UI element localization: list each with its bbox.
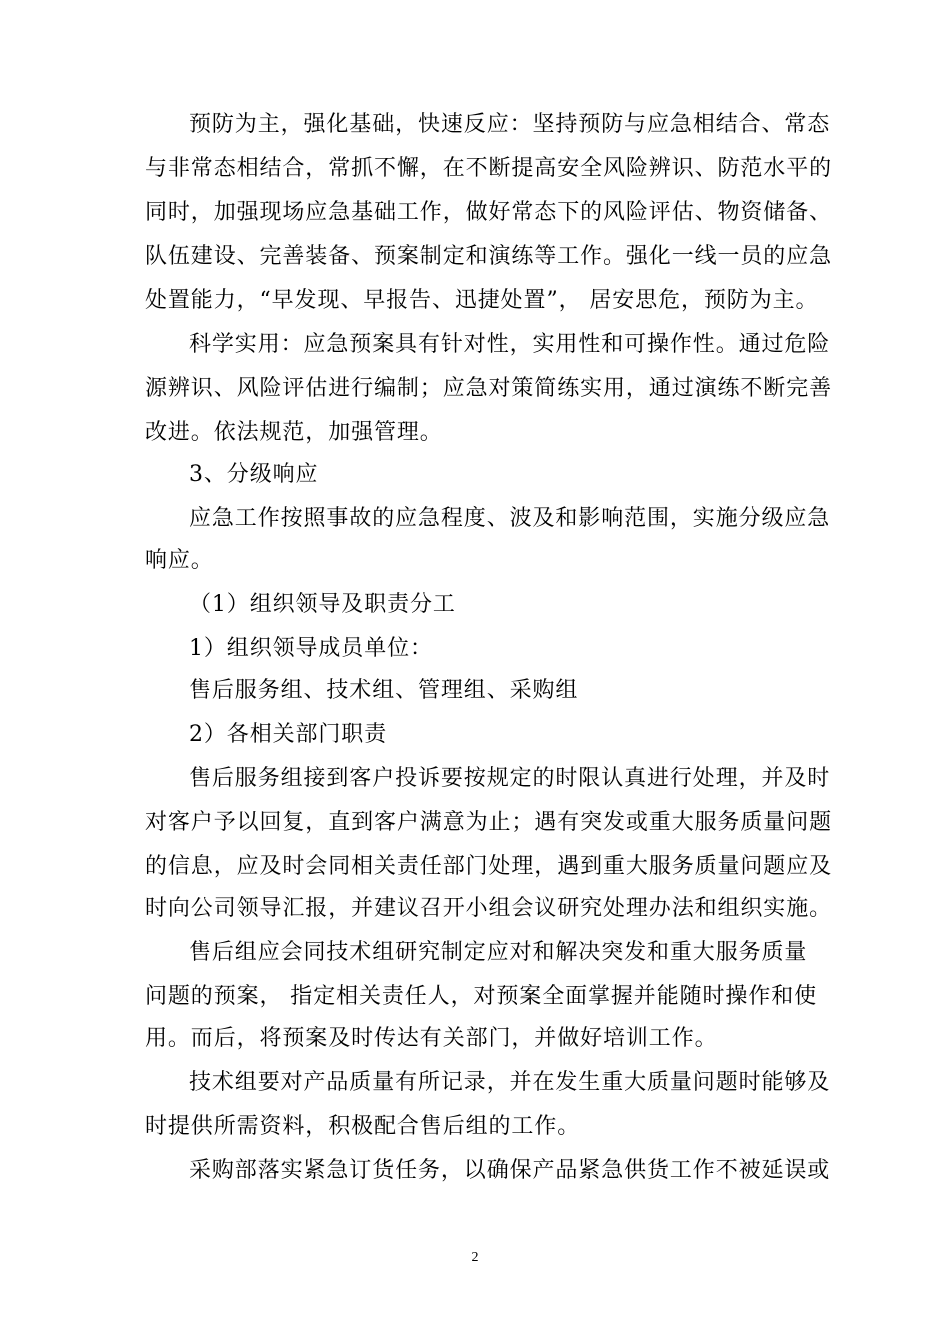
text-line: 科学实用：应急预案具有针对性，实用性和可操作性。通过危险 xyxy=(189,332,831,357)
text-line: 响应。 xyxy=(145,548,214,573)
text-line: 同时，加强现场应急基础工作，做好常态下的风险评估、物资储备、 xyxy=(145,200,833,225)
text-line: 时向公司领导汇报，并建议召开小组会议研究处理办法和组织实施。 xyxy=(145,896,833,921)
text-line: 对客户予以回复，直到客户满意为止；遇有突发或重大服务质量问题 xyxy=(145,810,833,835)
text-line: 队伍建设、完善装备、预案制定和演练等工作。强化一线一员的应急 xyxy=(145,244,833,269)
text-line: 的信息，应及时会同相关责任部门处理，遇到重大服务质量问题应及 xyxy=(145,854,833,879)
list-item: 1）组织领导成员单位： xyxy=(189,636,433,661)
text-line: 时提供所需资料，积极配合售后组的工作。 xyxy=(145,1114,581,1139)
list-item: 2）各相关部门职责 xyxy=(189,722,388,747)
section-heading: 3、分级响应 xyxy=(189,462,319,487)
subsection-heading: （1）组织领导及职责分工 xyxy=(189,592,456,617)
text-line: 应急工作按照事故的应急程度、波及和影响范围，实施分级应急 xyxy=(189,506,831,531)
text-line: 预防为主，强化基础，快速反应：坚持预防与应急相结合、常态 xyxy=(189,112,831,137)
page-number: 2 xyxy=(471,1250,479,1265)
text-line: 用。而后，将预案及时传达有关部门，并做好培训工作。 xyxy=(145,1026,718,1051)
text-line: 与非常态相结合，常抓不懈，在不断提高安全风险辨识、防范水平的 xyxy=(145,156,833,181)
text-line: 采购部落实紧急订货任务，以确保产品紧急供货工作不被延误或 xyxy=(189,1158,831,1183)
text-line: 售后服务组、技术组、管理组、采购组 xyxy=(189,678,579,703)
text-line: 售后服务组接到客户投诉要按规定的时限认真进行处理，并及时 xyxy=(189,766,831,791)
text-line: 售后组应会同技术组研究制定应对和解决突发和重大服务质量 xyxy=(189,940,808,965)
text-line: 问题的预案， 指定相关责任人，对预案全面掌握并能随时操作和使 xyxy=(145,984,817,1009)
text-line: 处置能力，“早发现、早报告、迅捷处置”， 居安思危，预防为主。 xyxy=(145,288,819,313)
text-line: 源辨识、风险评估进行编制；应急对策简练实用，通过演练不断完善 xyxy=(145,376,833,401)
text-line: 改进。依法规范，加强管理。 xyxy=(145,420,443,445)
text-line: 技术组要对产品质量有所记录，并在发生重大质量问题时能够及 xyxy=(189,1070,831,1095)
